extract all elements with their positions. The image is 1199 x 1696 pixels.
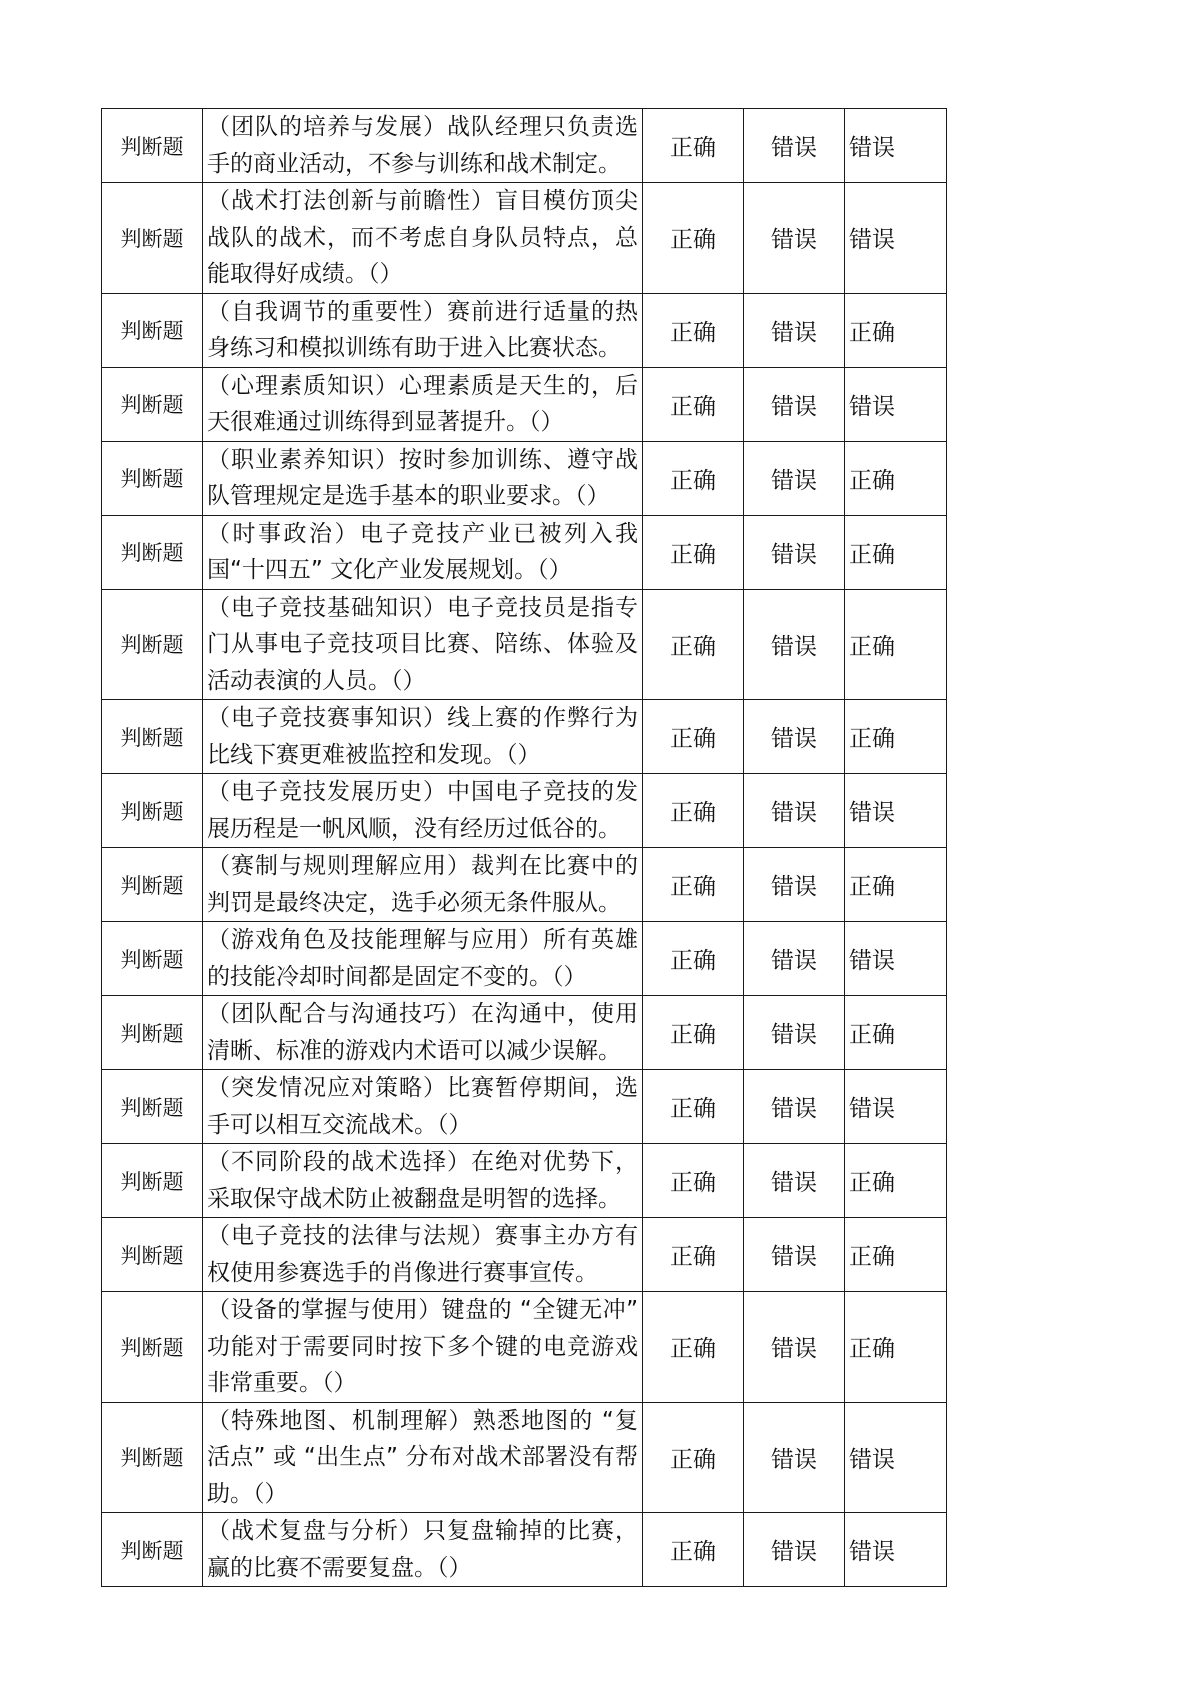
answer-cell: 正确	[845, 293, 947, 367]
question-text-cell: （自我调节的重要性）赛前进行适量的热身练习和模拟训练有助于进入比赛状态。	[203, 293, 643, 367]
question-table-body	[102, 109, 947, 1587]
question-type-cell: 判断题	[102, 700, 203, 774]
question-type-cell: 判断题	[102, 589, 203, 700]
option-b-cell: 错误	[744, 589, 845, 700]
option-b-cell: 错误	[744, 774, 845, 848]
option-a-cell: 正确	[643, 700, 744, 774]
answer-cell: 正确	[845, 515, 947, 589]
option-a-cell: 正确	[643, 367, 744, 441]
table-row	[102, 109, 947, 183]
question-type-cell: 判断题	[102, 515, 203, 589]
answer-cell: 正确	[845, 996, 947, 1070]
answer-cell: 错误	[845, 183, 947, 294]
answer-cell: 错误	[845, 1513, 947, 1587]
table-row	[102, 1144, 947, 1218]
option-a-cell: 正确	[643, 515, 744, 589]
answer-cell: 正确	[845, 1292, 947, 1403]
option-a-cell: 正确	[643, 1218, 744, 1292]
table-row	[102, 293, 947, 367]
option-b-cell: 错误	[744, 1292, 845, 1403]
question-type-cell: 判断题	[102, 1070, 203, 1144]
question-table	[101, 108, 947, 1587]
table-row	[102, 848, 947, 922]
option-a-cell: 正确	[643, 1292, 744, 1403]
table-row	[102, 441, 947, 515]
table-row	[102, 367, 947, 441]
option-b-cell: 错误	[744, 1070, 845, 1144]
answer-cell: 正确	[845, 1144, 947, 1218]
question-type-cell: 判断题	[102, 441, 203, 515]
option-b-cell: 错误	[744, 700, 845, 774]
table-row	[102, 1218, 947, 1292]
option-a-cell: 正确	[643, 183, 744, 294]
option-a-cell: 正确	[643, 293, 744, 367]
question-text-cell: （心理素质知识）心理素质是天生的，后天很难通过训练得到显著提升。（）	[203, 367, 643, 441]
question-type-cell: 判断题	[102, 1513, 203, 1587]
question-text-cell: （特殊地图、机制理解）熟悉地图的 “复活点” 或 “出生点” 分布对战术部署没有帮助。（）	[203, 1402, 643, 1513]
question-text-cell: （时事政治）电子竞技产业已被列入我国“十四五” 文化产业发展规划。（）	[203, 515, 643, 589]
answer-cell: 错误	[845, 367, 947, 441]
option-b-cell: 错误	[744, 922, 845, 996]
option-a-cell: 正确	[643, 1144, 744, 1218]
answer-cell: 错误	[845, 774, 947, 848]
option-b-cell: 错误	[744, 109, 845, 183]
answer-cell: 错误	[845, 1070, 947, 1144]
question-type-cell: 判断题	[102, 996, 203, 1070]
answer-cell: 正确	[845, 848, 947, 922]
answer-cell: 正确	[845, 700, 947, 774]
table-row	[102, 515, 947, 589]
question-text-cell: （团队配合与沟通技巧）在沟通中，使用清晰、标准的游戏内术语可以减少误解。	[203, 996, 643, 1070]
table-row	[102, 183, 947, 294]
option-a-cell: 正确	[643, 848, 744, 922]
option-a-cell: 正确	[643, 1402, 744, 1513]
question-text-cell: （电子竞技的法律与法规）赛事主办方有权使用参赛选手的肖像进行赛事宣传。	[203, 1218, 643, 1292]
option-a-cell: 正确	[643, 589, 744, 700]
option-b-cell: 错误	[744, 1144, 845, 1218]
option-a-cell: 正确	[643, 109, 744, 183]
option-b-cell: 错误	[744, 1513, 845, 1587]
option-a-cell: 正确	[643, 774, 744, 848]
answer-cell: 正确	[845, 1218, 947, 1292]
question-text-cell: （不同阶段的战术选择）在绝对优势下，采取保守战术防止被翻盘是明智的选择。	[203, 1144, 643, 1218]
question-type-cell: 判断题	[102, 1218, 203, 1292]
option-b-cell: 错误	[744, 515, 845, 589]
table-row	[102, 589, 947, 700]
question-text-cell: （电子竞技赛事知识）线上赛的作弊行为比线下赛更难被监控和发现。（）	[203, 700, 643, 774]
answer-cell: 错误	[845, 109, 947, 183]
table-row	[102, 774, 947, 848]
table-row	[102, 1070, 947, 1144]
question-type-cell: 判断题	[102, 1144, 203, 1218]
table-row	[102, 700, 947, 774]
table-row	[102, 996, 947, 1070]
option-a-cell: 正确	[643, 996, 744, 1070]
option-b-cell: 错误	[744, 183, 845, 294]
question-text-cell: （电子竞技基础知识）电子竞技员是指专门从事电子竞技项目比赛、陪练、体验及活动表演的人员。（）	[203, 589, 643, 700]
table-row	[102, 1513, 947, 1587]
option-b-cell: 错误	[744, 441, 845, 515]
question-text-cell: （电子竞技发展历史）中国电子竞技的发展历程是一帆风顺，没有经历过低谷的。	[203, 774, 643, 848]
option-a-cell: 正确	[643, 922, 744, 996]
option-b-cell: 错误	[744, 848, 845, 922]
answer-cell: 正确	[845, 441, 947, 515]
question-type-cell: 判断题	[102, 109, 203, 183]
option-a-cell: 正确	[643, 441, 744, 515]
answer-cell: 正确	[845, 589, 947, 700]
option-b-cell: 错误	[744, 367, 845, 441]
question-type-cell: 判断题	[102, 367, 203, 441]
question-text-cell: （游戏角色及技能理解与应用）所有英雄的技能冷却时间都是固定不变的。（）	[203, 922, 643, 996]
question-type-cell: 判断题	[102, 1402, 203, 1513]
option-b-cell: 错误	[744, 1402, 845, 1513]
question-text-cell: （战术打法创新与前瞻性）盲目模仿顶尖战队的战术，而不考虑自身队员特点，总能取得好成绩。（）	[203, 183, 643, 294]
option-a-cell: 正确	[643, 1513, 744, 1587]
option-b-cell: 错误	[744, 996, 845, 1070]
question-text-cell: （战术复盘与分析）只复盘输掉的比赛，赢的比赛不需要复盘。（）	[203, 1513, 643, 1587]
question-text-cell: （团队的培养与发展）战队经理只负责选手的商业活动，不参与训练和战术制定。	[203, 109, 643, 183]
option-b-cell: 错误	[744, 293, 845, 367]
question-text-cell: （突发情况应对策略）比赛暂停期间，选手可以相互交流战术。（）	[203, 1070, 643, 1144]
table-row	[102, 1292, 947, 1403]
question-type-cell: 判断题	[102, 922, 203, 996]
question-type-cell: 判断题	[102, 183, 203, 294]
question-text-cell: （职业素养知识）按时参加训练、遵守战队管理规定是选手基本的职业要求。（）	[203, 441, 643, 515]
answer-cell: 错误	[845, 1402, 947, 1513]
answer-cell: 错误	[845, 922, 947, 996]
option-b-cell: 错误	[744, 1218, 845, 1292]
question-text-cell: （赛制与规则理解应用）裁判在比赛中的判罚是最终决定，选手必须无条件服从。	[203, 848, 643, 922]
table-row	[102, 922, 947, 996]
option-a-cell: 正确	[643, 1070, 744, 1144]
question-type-cell: 判断题	[102, 774, 203, 848]
table-row	[102, 1402, 947, 1513]
question-type-cell: 判断题	[102, 848, 203, 922]
question-type-cell: 判断题	[102, 293, 203, 367]
question-type-cell: 判断题	[102, 1292, 203, 1403]
question-text-cell: （设备的掌握与使用）键盘的 “全键无冲” 功能对于需要同时按下多个键的电竞游戏非常重要。（）	[203, 1292, 643, 1403]
